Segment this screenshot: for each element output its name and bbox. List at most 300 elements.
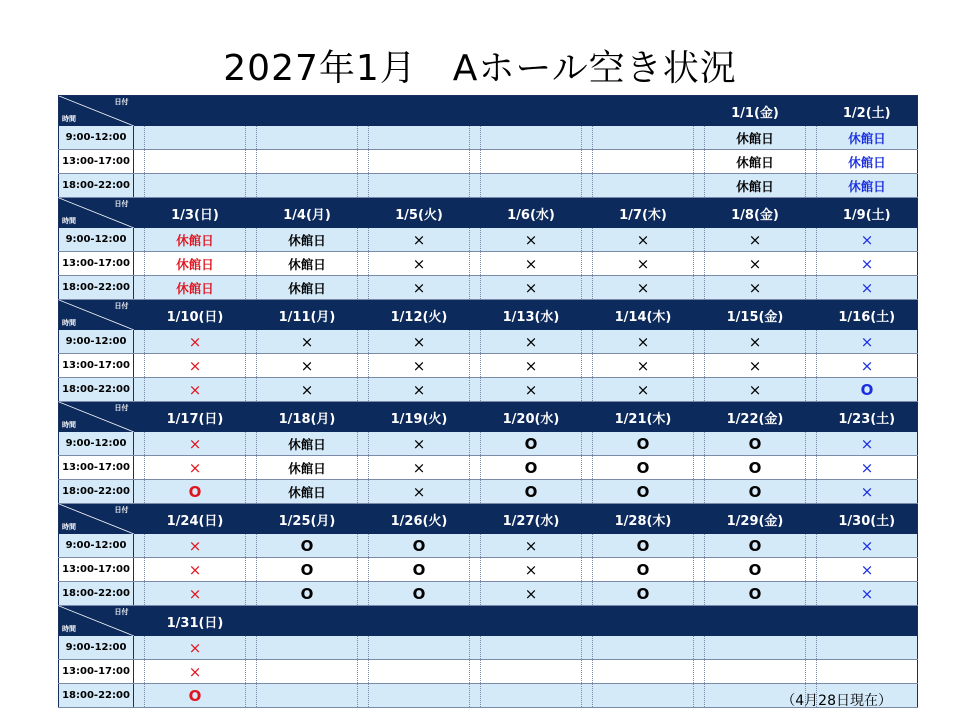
availability-cell bbox=[593, 276, 694, 300]
booked-mark: × bbox=[636, 380, 650, 399]
day-header: 1/28(木) bbox=[593, 504, 694, 535]
day-header: 1/7(木) bbox=[593, 198, 694, 229]
cell-spacer bbox=[582, 252, 593, 276]
booked-mark: × bbox=[412, 254, 426, 273]
day-header bbox=[369, 606, 470, 637]
day-header: 1/18(月) bbox=[257, 402, 358, 433]
time-slot-label: 9:00-12:00 bbox=[59, 432, 134, 456]
time-slot-label: 13:00-17:00 bbox=[59, 558, 134, 582]
day-header: 1/24(日) bbox=[145, 504, 246, 535]
availability-cell bbox=[257, 558, 358, 582]
cell-spacer bbox=[694, 636, 705, 660]
header-spacer bbox=[134, 606, 145, 637]
time-slot-row bbox=[59, 150, 918, 174]
cell-spacer bbox=[470, 480, 481, 504]
availability-cell bbox=[593, 432, 694, 456]
availability-cell bbox=[481, 126, 582, 150]
booked-mark: × bbox=[188, 356, 202, 375]
day-header bbox=[481, 96, 582, 127]
cell-spacer bbox=[470, 456, 481, 480]
cell-spacer bbox=[694, 378, 705, 402]
corner-date-label: 日付 bbox=[114, 608, 129, 616]
cell-spacer bbox=[694, 558, 705, 582]
booked-mark: × bbox=[860, 332, 874, 351]
cell-spacer bbox=[470, 378, 481, 402]
corner-time-label: 時間 bbox=[62, 217, 76, 225]
booked-mark: × bbox=[524, 278, 538, 297]
availability-cell bbox=[705, 636, 806, 660]
time-slot-label: 9:00-12:00 bbox=[59, 126, 134, 150]
cell-spacer bbox=[582, 126, 593, 150]
corner-date-label: 日付 bbox=[114, 200, 129, 208]
closed-day-label: 休館日 bbox=[176, 232, 214, 248]
cell-spacer bbox=[358, 174, 369, 198]
day-header: 1/12(火) bbox=[369, 300, 470, 331]
cell-spacer bbox=[358, 534, 369, 558]
time-slot-row bbox=[59, 354, 918, 378]
cell-spacer bbox=[246, 582, 257, 606]
cell-spacer bbox=[470, 150, 481, 174]
cell-spacer bbox=[806, 432, 817, 456]
header-spacer bbox=[582, 402, 593, 433]
time-slot-label: 18:00-22:00 bbox=[59, 582, 134, 606]
cell-spacer bbox=[806, 174, 817, 198]
availability-cell bbox=[257, 126, 358, 150]
header-spacer bbox=[694, 504, 705, 535]
title-month: 2027年1月 bbox=[223, 48, 417, 89]
cell-spacer bbox=[470, 126, 481, 150]
booked-mark: × bbox=[748, 254, 762, 273]
availability-cell bbox=[257, 432, 358, 456]
cell-spacer bbox=[358, 636, 369, 660]
availability-cell bbox=[705, 354, 806, 378]
cell-spacer bbox=[358, 432, 369, 456]
header-spacer bbox=[246, 504, 257, 535]
availability-cell bbox=[369, 582, 470, 606]
time-slot-label: 9:00-12:00 bbox=[59, 228, 134, 252]
cell-spacer bbox=[806, 534, 817, 558]
cell-spacer bbox=[806, 660, 817, 684]
cell-spacer bbox=[694, 150, 705, 174]
booked-mark: × bbox=[412, 356, 426, 375]
availability-cell bbox=[817, 582, 918, 606]
booked-mark: × bbox=[188, 332, 202, 351]
available-mark: O bbox=[188, 686, 202, 705]
availability-cell bbox=[481, 432, 582, 456]
cell-spacer bbox=[358, 558, 369, 582]
cell-spacer bbox=[582, 636, 593, 660]
header-spacer bbox=[134, 96, 145, 127]
availability-cell bbox=[145, 534, 246, 558]
cell-spacer bbox=[134, 126, 145, 150]
cell-spacer bbox=[470, 660, 481, 684]
header-spacer bbox=[470, 198, 481, 229]
corner-cell bbox=[59, 198, 134, 229]
time-slot-row bbox=[59, 276, 918, 300]
time-slot-row bbox=[59, 480, 918, 504]
time-slot-row bbox=[59, 582, 918, 606]
cell-spacer bbox=[246, 126, 257, 150]
availability-cell bbox=[705, 480, 806, 504]
cell-spacer bbox=[694, 276, 705, 300]
time-slot-row bbox=[59, 534, 918, 558]
cell-spacer bbox=[134, 228, 145, 252]
header-spacer bbox=[694, 300, 705, 331]
cell-spacer bbox=[246, 684, 257, 708]
availability-cell bbox=[481, 636, 582, 660]
day-header: 1/19(火) bbox=[369, 402, 470, 433]
time-slot-row bbox=[59, 228, 918, 252]
booked-mark: × bbox=[860, 482, 874, 501]
available-mark: O bbox=[300, 536, 314, 555]
booked-mark: × bbox=[748, 278, 762, 297]
day-header: 1/15(金) bbox=[705, 300, 806, 331]
availability-cell bbox=[257, 456, 358, 480]
time-slot-row bbox=[59, 330, 918, 354]
header-spacer bbox=[246, 198, 257, 229]
availability-cell bbox=[481, 582, 582, 606]
availability-cell bbox=[145, 480, 246, 504]
cell-spacer bbox=[694, 534, 705, 558]
cell-spacer bbox=[470, 174, 481, 198]
availability-cell bbox=[817, 330, 918, 354]
availability-cell bbox=[817, 432, 918, 456]
day-header: 1/6(水) bbox=[481, 198, 582, 229]
closed-day-label: 休館日 bbox=[288, 256, 326, 272]
cell-spacer bbox=[470, 276, 481, 300]
cell-spacer bbox=[806, 480, 817, 504]
cell-spacer bbox=[246, 558, 257, 582]
closed-day-label: 休館日 bbox=[848, 178, 886, 194]
header-spacer bbox=[694, 606, 705, 637]
day-header: 1/20(水) bbox=[481, 402, 582, 433]
availability-cell bbox=[817, 354, 918, 378]
booked-mark: × bbox=[860, 230, 874, 249]
availability-cell bbox=[481, 534, 582, 558]
corner-time-label: 時間 bbox=[62, 625, 76, 633]
availability-cell bbox=[369, 252, 470, 276]
day-header: 1/10(日) bbox=[145, 300, 246, 331]
as-of-note: （4月28日現在） bbox=[781, 693, 892, 709]
availability-cell bbox=[705, 228, 806, 252]
availability-cell bbox=[145, 330, 246, 354]
closed-day-label: 休館日 bbox=[288, 484, 326, 500]
availability-cell bbox=[369, 330, 470, 354]
available-mark: O bbox=[412, 560, 426, 579]
cell-spacer bbox=[246, 456, 257, 480]
time-slot-label: 13:00-17:00 bbox=[59, 456, 134, 480]
availability-cell bbox=[593, 456, 694, 480]
availability-cell bbox=[257, 150, 358, 174]
cell-spacer bbox=[694, 126, 705, 150]
day-header: 1/5(火) bbox=[369, 198, 470, 229]
availability-cell bbox=[369, 660, 470, 684]
cell-spacer bbox=[470, 684, 481, 708]
week-header-row bbox=[59, 300, 918, 331]
availability-cell bbox=[145, 228, 246, 252]
cell-spacer bbox=[582, 660, 593, 684]
cell-spacer bbox=[470, 558, 481, 582]
booked-mark: × bbox=[188, 584, 202, 603]
availability-cell bbox=[369, 636, 470, 660]
booked-mark: × bbox=[636, 278, 650, 297]
day-header: 1/30(土) bbox=[817, 504, 918, 535]
availability-cell bbox=[593, 684, 694, 708]
available-mark: O bbox=[636, 482, 650, 501]
availability-cell bbox=[481, 660, 582, 684]
cell-spacer bbox=[470, 330, 481, 354]
cell-spacer bbox=[134, 432, 145, 456]
availability-cell bbox=[705, 378, 806, 402]
cell-spacer bbox=[246, 150, 257, 174]
cell-spacer bbox=[694, 228, 705, 252]
header-spacer bbox=[806, 402, 817, 433]
cell-spacer bbox=[694, 252, 705, 276]
closed-day-label: 休館日 bbox=[736, 178, 774, 194]
availability-cell bbox=[369, 126, 470, 150]
available-mark: O bbox=[300, 584, 314, 603]
closed-day-label: 休館日 bbox=[176, 280, 214, 296]
header-spacer bbox=[470, 402, 481, 433]
cell-spacer bbox=[582, 150, 593, 174]
cell-spacer bbox=[358, 684, 369, 708]
header-spacer bbox=[358, 504, 369, 535]
availability-cell bbox=[257, 684, 358, 708]
availability-cell bbox=[257, 582, 358, 606]
available-mark: O bbox=[636, 536, 650, 555]
cell-spacer bbox=[694, 174, 705, 198]
booked-mark: × bbox=[188, 536, 202, 555]
time-slot-label: 13:00-17:00 bbox=[59, 150, 134, 174]
booked-mark: × bbox=[748, 356, 762, 375]
booked-mark: × bbox=[412, 458, 426, 477]
header-spacer bbox=[806, 504, 817, 535]
time-slot-row bbox=[59, 126, 918, 150]
availability-cell bbox=[705, 174, 806, 198]
cell-spacer bbox=[358, 456, 369, 480]
cell-spacer bbox=[246, 480, 257, 504]
availability-cell bbox=[145, 354, 246, 378]
availability-cell bbox=[257, 480, 358, 504]
cell-spacer bbox=[246, 276, 257, 300]
availability-cell bbox=[817, 534, 918, 558]
available-mark: O bbox=[636, 560, 650, 579]
header-spacer bbox=[134, 300, 145, 331]
availability-cell bbox=[817, 558, 918, 582]
cell-spacer bbox=[806, 126, 817, 150]
cell-spacer bbox=[694, 660, 705, 684]
available-mark: O bbox=[524, 482, 538, 501]
cell-spacer bbox=[134, 150, 145, 174]
time-slot-label: 18:00-22:00 bbox=[59, 378, 134, 402]
header-spacer bbox=[694, 402, 705, 433]
availability-cell bbox=[369, 684, 470, 708]
header-spacer bbox=[358, 606, 369, 637]
cell-spacer bbox=[582, 330, 593, 354]
cell-spacer bbox=[358, 378, 369, 402]
day-header: 1/1(金) bbox=[705, 96, 806, 127]
availability-cell bbox=[817, 126, 918, 150]
availability-cell bbox=[257, 330, 358, 354]
cell-spacer bbox=[582, 228, 593, 252]
booked-mark: × bbox=[860, 584, 874, 603]
corner-date-label: 日付 bbox=[114, 404, 129, 412]
availability-cell bbox=[817, 228, 918, 252]
cell-spacer bbox=[246, 228, 257, 252]
availability-cell bbox=[481, 330, 582, 354]
booked-mark: × bbox=[412, 380, 426, 399]
availability-cell bbox=[593, 582, 694, 606]
availability-cell bbox=[705, 582, 806, 606]
day-header: 1/26(火) bbox=[369, 504, 470, 535]
cell-spacer bbox=[582, 174, 593, 198]
cell-spacer bbox=[582, 276, 593, 300]
availability-cell bbox=[593, 150, 694, 174]
header-spacer bbox=[470, 96, 481, 127]
day-header: 1/2(土) bbox=[817, 96, 918, 127]
cell-spacer bbox=[582, 582, 593, 606]
availability-cell bbox=[593, 636, 694, 660]
availability-cell bbox=[817, 660, 918, 684]
available-mark: O bbox=[748, 560, 762, 579]
day-header: 1/3(日) bbox=[145, 198, 246, 229]
closed-day-label: 休館日 bbox=[176, 256, 214, 272]
booked-mark: × bbox=[188, 458, 202, 477]
cell-spacer bbox=[134, 684, 145, 708]
booked-mark: × bbox=[188, 638, 202, 657]
availability-cell bbox=[817, 174, 918, 198]
booked-mark: × bbox=[860, 434, 874, 453]
available-mark: O bbox=[524, 434, 538, 453]
availability-cell bbox=[817, 636, 918, 660]
availability-cell bbox=[593, 534, 694, 558]
cell-spacer bbox=[246, 534, 257, 558]
availability-cell bbox=[481, 150, 582, 174]
booked-mark: × bbox=[300, 380, 314, 399]
cell-spacer bbox=[134, 252, 145, 276]
availability-cell bbox=[817, 276, 918, 300]
booked-mark: × bbox=[524, 380, 538, 399]
availability-cell bbox=[817, 480, 918, 504]
availability-cell bbox=[369, 150, 470, 174]
availability-cell bbox=[145, 378, 246, 402]
availability-cell bbox=[369, 276, 470, 300]
corner-cell bbox=[59, 402, 134, 433]
availability-cell bbox=[817, 252, 918, 276]
cell-spacer bbox=[358, 480, 369, 504]
booked-mark: × bbox=[300, 332, 314, 351]
availability-cell bbox=[705, 330, 806, 354]
cell-spacer bbox=[582, 684, 593, 708]
cell-spacer bbox=[134, 480, 145, 504]
day-header: 1/16(土) bbox=[817, 300, 918, 331]
booked-mark: × bbox=[860, 536, 874, 555]
availability-cell bbox=[145, 558, 246, 582]
time-slot-row bbox=[59, 174, 918, 198]
cell-spacer bbox=[358, 354, 369, 378]
availability-cell bbox=[817, 378, 918, 402]
cell-spacer bbox=[134, 456, 145, 480]
available-mark: O bbox=[412, 536, 426, 555]
closed-day-label: 休館日 bbox=[848, 130, 886, 146]
day-header: 1/13(水) bbox=[481, 300, 582, 331]
day-header: 1/29(金) bbox=[705, 504, 806, 535]
availability-cell bbox=[481, 480, 582, 504]
header-spacer bbox=[358, 402, 369, 433]
day-header bbox=[257, 96, 358, 127]
availability-cell bbox=[369, 558, 470, 582]
availability-cell bbox=[593, 354, 694, 378]
closed-day-label: 休館日 bbox=[288, 232, 326, 248]
day-header bbox=[257, 606, 358, 637]
day-header: 1/25(月) bbox=[257, 504, 358, 535]
availability-cell bbox=[705, 534, 806, 558]
time-slot-label: 13:00-17:00 bbox=[59, 660, 134, 684]
availability-cell bbox=[705, 432, 806, 456]
cell-spacer bbox=[246, 252, 257, 276]
availability-cell bbox=[369, 534, 470, 558]
availability-cell bbox=[705, 456, 806, 480]
availability-cell bbox=[145, 636, 246, 660]
availability-cell bbox=[593, 378, 694, 402]
availability-cell bbox=[593, 660, 694, 684]
booked-mark: × bbox=[188, 434, 202, 453]
cell-spacer bbox=[134, 174, 145, 198]
cell-spacer bbox=[582, 558, 593, 582]
availability-cell bbox=[705, 558, 806, 582]
time-slot-label: 9:00-12:00 bbox=[59, 534, 134, 558]
closed-day-label: 休館日 bbox=[736, 154, 774, 170]
header-spacer bbox=[358, 300, 369, 331]
availability-cell bbox=[369, 174, 470, 198]
booked-mark: × bbox=[860, 254, 874, 273]
available-mark: O bbox=[524, 458, 538, 477]
corner-date-label: 日付 bbox=[114, 98, 129, 106]
cell-spacer bbox=[582, 354, 593, 378]
availability-cell bbox=[481, 252, 582, 276]
booked-mark: × bbox=[412, 230, 426, 249]
available-mark: O bbox=[748, 458, 762, 477]
availability-cell bbox=[257, 228, 358, 252]
cell-spacer bbox=[694, 684, 705, 708]
corner-date-label: 日付 bbox=[114, 506, 129, 514]
day-header: 1/31(日) bbox=[145, 606, 246, 637]
availability-cell bbox=[257, 354, 358, 378]
availability-cell bbox=[593, 252, 694, 276]
cell-spacer bbox=[470, 432, 481, 456]
booked-mark: × bbox=[188, 560, 202, 579]
header-spacer bbox=[582, 606, 593, 637]
booked-mark: × bbox=[748, 230, 762, 249]
cell-spacer bbox=[134, 558, 145, 582]
cell-spacer bbox=[358, 252, 369, 276]
day-header: 1/27(水) bbox=[481, 504, 582, 535]
cell-spacer bbox=[134, 582, 145, 606]
cell-spacer bbox=[246, 636, 257, 660]
header-spacer bbox=[694, 96, 705, 127]
availability-cell bbox=[369, 354, 470, 378]
booked-mark: × bbox=[524, 536, 538, 555]
cell-spacer bbox=[134, 276, 145, 300]
booked-mark: × bbox=[636, 230, 650, 249]
time-slot-label: 18:00-22:00 bbox=[59, 174, 134, 198]
cell-spacer bbox=[134, 534, 145, 558]
week-header-row bbox=[59, 402, 918, 433]
day-header bbox=[817, 606, 918, 637]
availability-cell bbox=[481, 456, 582, 480]
availability-cell bbox=[705, 252, 806, 276]
time-slot-row bbox=[59, 252, 918, 276]
